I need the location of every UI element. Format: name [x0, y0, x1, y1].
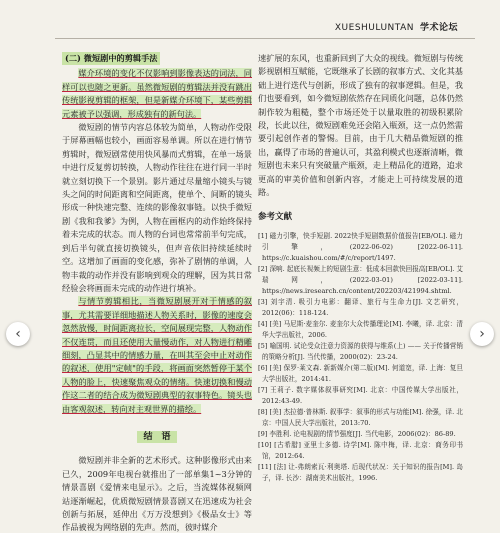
conclusion-paragraph: 微短剧并非全新的艺术形式。这种影像形式由来已久，2009年电视台就推出了一部单集1~3分钟的情景喜剧《爱情来电显示》。之后，当流媒体视频网站逐渐崛起，优质微短剧情景喜剧又在迅速成为社会创新与拓展，延伸出《万万没想到》《极品女士》等作品被视为网络剧的先声。然而，彼时媒介	[62, 455, 252, 533]
paragraph-2: 微短剧的情节内容总体较为简单，人物动作受限于屏幕画幅也较小，画面容易单调。所以在进行情节剪辑时，微短剧常使用快风暴而式剪辑，在单一场景中进行反复剪切转换，人物动作往往在进行同一半时就立刻切换下一个景别。影片通过尽量缩小镜头与镜头之间的时间距离和空间距离，使单个、间断的镜头形成一种快速完整、连续的影像叙事链。以快手微短剧《我和我爹》为例，人物在画框内的动作始终保持着未完成的状态。而人物的台词也常常前半句完成，到后半句就直接切换镜头，但声音依旧持续延续时空。这增加了画面的变化感，弥补了剧情的单调，人物丰裁的动作并没有影响到观众的理解，因为其日常经验会将画面未完成的动作进行填补。	[62, 122, 252, 293]
reference-item: [10] [古希腊] 亚里士多德. 诗学[M]. 陈中梅，译. 北京：商务印书馆，2012:64.	[258, 440, 463, 460]
reference-item: [9] 李胜利. 论电视剧的情节强度[J]. 当代电影，2006(02)：86-89.	[258, 429, 456, 438]
reference-item: [11] [法] 让-弗朗索瓦·利奥塔. 后现代状况：关于知识的报告[M]. 岛子，译. 长沙：湖南美术出版社，1996.	[258, 462, 463, 482]
journal-chinese-name: 学术论坛	[419, 23, 458, 33]
reference-item: [1] 磁力引擎，快手短剧. 2022快手短剧数据价值报告[EB/OL]. 磁力引擎，(2022-06-02) [2022-06-11]. https://c.kuaishou.com/#/c/report/1497.	[258, 231, 463, 262]
reference-item: [2] 深响. 起底长视频上的短剧生意：低成本回款快回报高[EB/OL]. 艾瑞网，(2022-03-01) [2022-03-11]. https://news.iresearch.cn/content/202203/421994.shtml.	[258, 264, 463, 295]
next-page-button[interactable]	[470, 322, 494, 346]
previous-page-button[interactable]	[6, 322, 30, 346]
paragraph-1: 媒介环境的变化不仅影响到影像表达的词法，同样可以也随之更新。虽然微短剧的剪辑法并没有跳出传统影视剪辑的框架，但是新媒介环境下，某些剪辑元素被予以强调，形成独有的新句法。	[62, 68, 252, 119]
reference-item: [8] [美] 杰拉德·普林斯. 叙事学：叙事的形式与功能[M]. 徐强，译. 北京：中国人民大学出版社，2013:70.	[258, 407, 463, 427]
paragraph-3: 与情节剪辑相比，当微短剧展开对于情感的叙事，尤其需要详细地描述人物关系时，影像的速度会忽然放慢，时间距离拉长，空间展现完整，人物动作不仅连贯，而且还使用大量慢动作，对人物进行精雕细刻，凸显其中的情感力量，在叫其至会中止对动作的叙述，使用"定帧"的手段，将画面突然暂停于某个人物的脸上，快速聚焦观众的情绪。快速切换和慢动作这二者的结合成为微短剧典型的叙事特色。镜头也由客观叙述，转向对主观世界的描绘。	[62, 296, 252, 414]
chevron-right-icon: ›	[479, 326, 485, 342]
reference-item: [5] 喻国明. 试论受众注意力资源的获得与维系(上) —— 关于传播营销的策略分析[J]. 当代传播，2000(02)：23-24.	[258, 341, 463, 361]
reference-item: [6] [美] 保罗·莱文森. 新新媒介(第二版)[M]. 何道宽，译. 上海：复旦大学出版社，2014:41.	[258, 363, 463, 383]
chevron-left-icon: ‹	[15, 326, 21, 342]
section-heading: (二) 微短剧中的剪辑手法	[62, 52, 160, 65]
left-column	[62, 52, 252, 533]
references-title: 参考文献	[258, 212, 293, 223]
reference-item: [3] 刘宇清. 吸引力电影：翻译、旅行与生命力[J]. 文艺研究，2012(06)：118-124.	[258, 297, 463, 317]
right-column	[258, 52, 463, 484]
conclusion-heading: 结 语	[62, 430, 252, 444]
journal-english-name: XUESHULUNTAN	[334, 23, 414, 33]
journal-header	[335, 20, 458, 33]
reference-item: [4] [美] 马尼斯·麦奎尔. 麦奎尔大众传播理论[M]. 李曦，译. 北京：清华大学出版社，2006.	[258, 319, 463, 339]
header-divider	[55, 38, 475, 39]
references-list	[258, 231, 463, 484]
reference-item: [7] 王莉子. 数字媒体叙事研究[M]. 北京：中国传媒大学出版社，2012:43-49.	[258, 385, 463, 405]
paragraph-4: 速扩展的东风，也重新回到了大众的视线。微短剧与传统影视剧相互赋能，它既继承了长剧的叙事方式、文化其基础上进行迭代与创新，形成了独有的叙事逻辑。但是，我们也要看到，如今微短剧依然存在同质化问题，总体仍然制作较为粗糙，整个市场还处于以量取胜的初级积累阶段，长此以往，微短剧难免还会陷入瓶颈，这一点仍然需要引起创作者的警惕。目前，由于几大精品微短剧的推出，赢得了市场的普遍认可，其盈利模式也逐渐清晰，微短剧也未来只有突破量产瓶颈，走上精品化的道路，追求更高的审美价值和创新内容，才能走上可持续发展的道路。	[258, 53, 463, 198]
